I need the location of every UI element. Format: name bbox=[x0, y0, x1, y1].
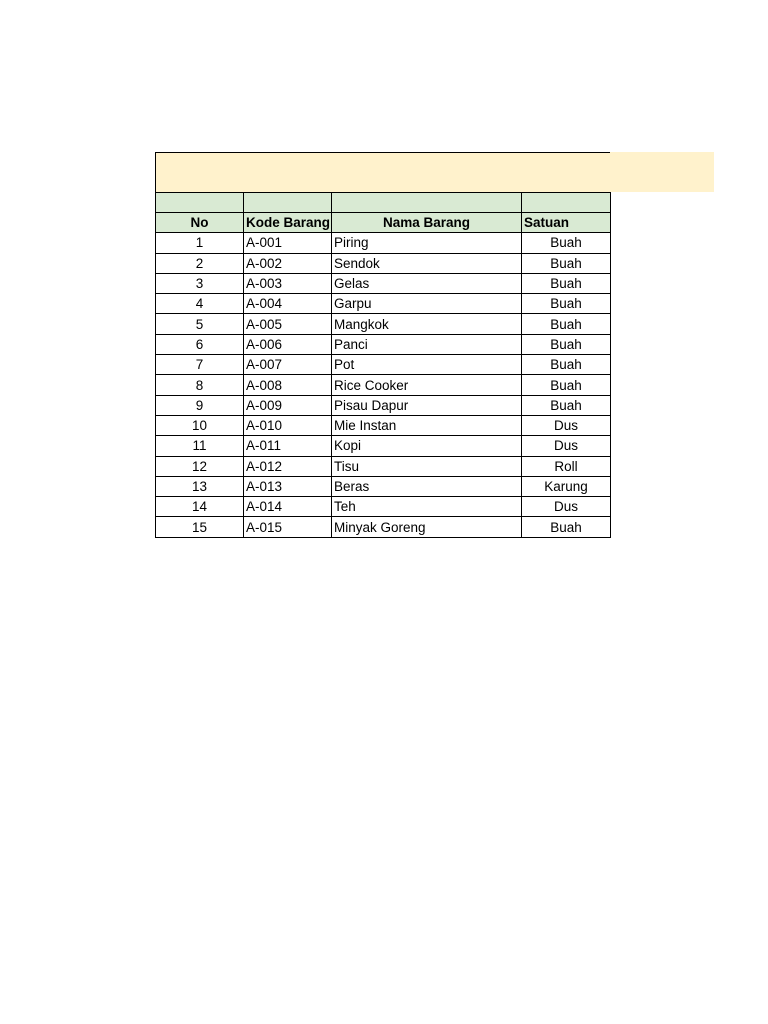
cell-no[interactable]: 15 bbox=[156, 517, 244, 537]
header-kode-barang: Kode Barang bbox=[244, 213, 332, 233]
item-table bbox=[155, 192, 611, 538]
cell-satuan[interactable]: Buah bbox=[522, 355, 611, 375]
cell-nama-barang[interactable]: Sendok bbox=[332, 253, 522, 273]
cell-satuan[interactable]: Buah bbox=[522, 314, 611, 334]
header-row bbox=[156, 213, 611, 233]
header-satuan: Satuan bbox=[522, 213, 611, 233]
table-row bbox=[156, 355, 611, 375]
cell-satuan[interactable]: Karung bbox=[522, 476, 611, 496]
cell-no[interactable]: 12 bbox=[156, 456, 244, 476]
spacer-cell bbox=[244, 193, 332, 213]
cell-satuan[interactable]: Buah bbox=[522, 334, 611, 354]
cell-nama-barang[interactable]: Panci bbox=[332, 334, 522, 354]
cell-satuan[interactable]: Buah bbox=[522, 375, 611, 395]
cell-no[interactable]: 1 bbox=[156, 233, 244, 253]
cell-satuan[interactable]: Buah bbox=[522, 517, 611, 537]
cell-kode-barang[interactable]: A-012 bbox=[244, 456, 332, 476]
cell-kode-barang[interactable]: A-009 bbox=[244, 395, 332, 415]
cell-no[interactable]: 7 bbox=[156, 355, 244, 375]
table-row bbox=[156, 375, 611, 395]
cell-no[interactable]: 10 bbox=[156, 415, 244, 435]
cell-no[interactable]: 4 bbox=[156, 294, 244, 314]
header-spacer-row bbox=[156, 193, 611, 213]
cell-nama-barang[interactable]: Rice Cooker bbox=[332, 375, 522, 395]
cell-kode-barang[interactable]: A-006 bbox=[244, 334, 332, 354]
cell-no[interactable]: 3 bbox=[156, 273, 244, 293]
cell-kode-barang[interactable]: A-005 bbox=[244, 314, 332, 334]
header-no: No bbox=[156, 213, 244, 233]
title-border bbox=[155, 152, 610, 192]
cell-kode-barang[interactable]: A-001 bbox=[244, 233, 332, 253]
header-nama-barang: Nama Barang bbox=[332, 213, 522, 233]
cell-kode-barang[interactable]: A-010 bbox=[244, 415, 332, 435]
spacer-cell bbox=[156, 193, 244, 213]
cell-satuan[interactable]: Buah bbox=[522, 395, 611, 415]
table-row bbox=[156, 517, 611, 537]
table-row bbox=[156, 395, 611, 415]
cell-satuan[interactable]: Buah bbox=[522, 253, 611, 273]
cell-kode-barang[interactable]: A-013 bbox=[244, 476, 332, 496]
cell-kode-barang[interactable]: A-003 bbox=[244, 273, 332, 293]
cell-nama-barang[interactable]: Tisu bbox=[332, 456, 522, 476]
cell-satuan[interactable]: Roll bbox=[522, 456, 611, 476]
cell-nama-barang[interactable]: Mie Instan bbox=[332, 415, 522, 435]
spacer-cell bbox=[522, 193, 611, 213]
cell-no[interactable]: 9 bbox=[156, 395, 244, 415]
cell-no[interactable]: 8 bbox=[156, 375, 244, 395]
cell-satuan[interactable]: Buah bbox=[522, 273, 611, 293]
table-row bbox=[156, 334, 611, 354]
table-row bbox=[156, 314, 611, 334]
table-row bbox=[156, 415, 611, 435]
cell-no[interactable]: 2 bbox=[156, 253, 244, 273]
cell-nama-barang[interactable]: Minyak Goreng bbox=[332, 517, 522, 537]
cell-kode-barang[interactable]: A-015 bbox=[244, 517, 332, 537]
cell-no[interactable]: 6 bbox=[156, 334, 244, 354]
table-row bbox=[156, 273, 611, 293]
cell-kode-barang[interactable]: A-007 bbox=[244, 355, 332, 375]
cell-nama-barang[interactable]: Teh bbox=[332, 497, 522, 517]
cell-kode-barang[interactable]: A-014 bbox=[244, 497, 332, 517]
cell-satuan[interactable]: Buah bbox=[522, 233, 611, 253]
cell-nama-barang[interactable]: Mangkok bbox=[332, 314, 522, 334]
table-row bbox=[156, 497, 611, 517]
table-row bbox=[156, 294, 611, 314]
cell-satuan[interactable]: Dus bbox=[522, 497, 611, 517]
cell-kode-barang[interactable]: A-004 bbox=[244, 294, 332, 314]
cell-nama-barang[interactable]: Gelas bbox=[332, 273, 522, 293]
cell-satuan[interactable]: Dus bbox=[522, 415, 611, 435]
cell-satuan[interactable]: Buah bbox=[522, 294, 611, 314]
cell-kode-barang[interactable]: A-008 bbox=[244, 375, 332, 395]
table-row bbox=[156, 233, 611, 253]
table-row bbox=[156, 253, 611, 273]
spacer-cell bbox=[332, 193, 522, 213]
cell-nama-barang[interactable]: Piring bbox=[332, 233, 522, 253]
cell-nama-barang[interactable]: Pot bbox=[332, 355, 522, 375]
cell-nama-barang[interactable]: Kopi bbox=[332, 436, 522, 456]
cell-nama-barang[interactable]: Pisau Dapur bbox=[332, 395, 522, 415]
cell-no[interactable]: 13 bbox=[156, 476, 244, 496]
cell-kode-barang[interactable]: A-002 bbox=[244, 253, 332, 273]
cell-nama-barang[interactable]: Garpu bbox=[332, 294, 522, 314]
cell-nama-barang[interactable]: Beras bbox=[332, 476, 522, 496]
table-row bbox=[156, 456, 611, 476]
cell-no[interactable]: 11 bbox=[156, 436, 244, 456]
cell-kode-barang[interactable]: A-011 bbox=[244, 436, 332, 456]
cell-satuan[interactable]: Dus bbox=[522, 436, 611, 456]
cell-no[interactable]: 5 bbox=[156, 314, 244, 334]
cell-no[interactable]: 14 bbox=[156, 497, 244, 517]
table-row bbox=[156, 436, 611, 456]
table-row bbox=[156, 476, 611, 496]
